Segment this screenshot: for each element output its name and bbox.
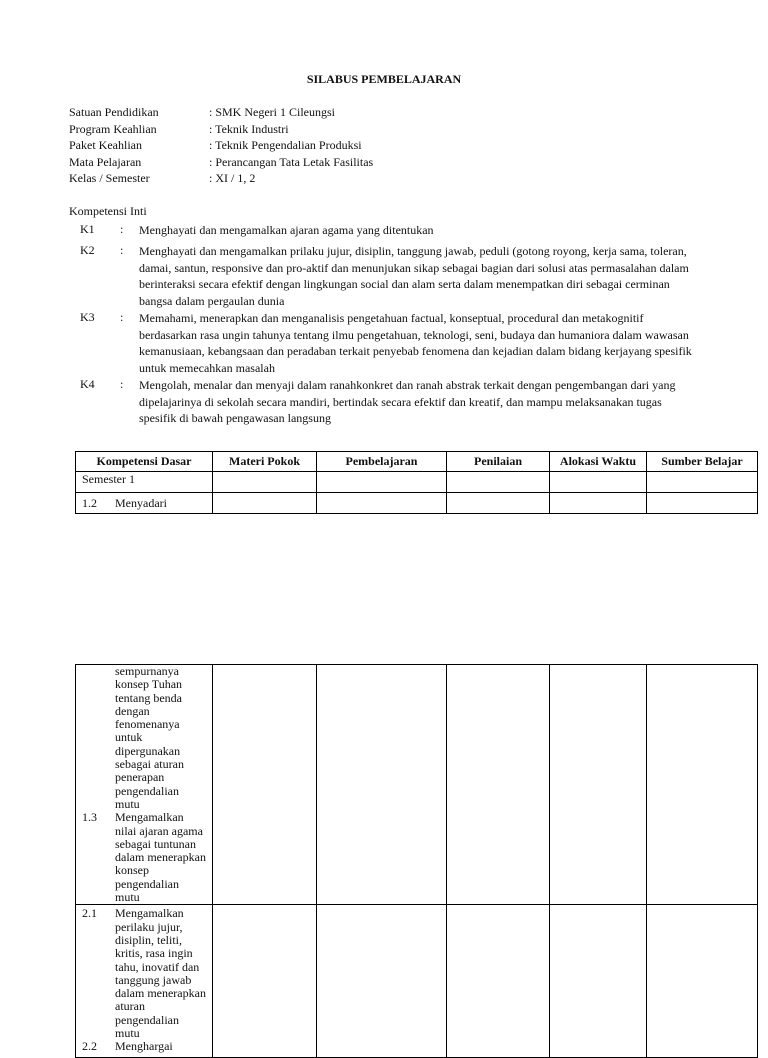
identity-value: : Teknik Pengendalian Produksi: [209, 138, 362, 153]
ki-text: Memahami, menerapkan dan menganalisis pengetahuan factual, konseptual, procedural dan metakognitif berdasarkan rasa ungin tahunya tentang ilmu pengetahuan, teknologi, seni, budaya dan humaniora dalam wawasan kemanusiaan, kebangsaan dan peradaban terkait penyebab fenomena dan kejadian dalam bidang kerjayang spesifik untuk memecahkan masalah: [139, 311, 692, 375]
table-cell: [647, 472, 758, 493]
semester-label: Semester 1: [76, 472, 213, 493]
table-cell: [647, 493, 758, 514]
header-pembelajaran: Pembelajaran: [317, 452, 447, 472]
table-cell: [213, 665, 317, 905]
table-cell: [317, 493, 447, 514]
identity-label: Paket Keahlian: [69, 138, 142, 153]
kd-cell: [76, 665, 213, 905]
table-cell: [317, 665, 447, 905]
table-cell: [550, 665, 647, 905]
ki-separator: :: [120, 222, 124, 236]
identity-value: : Perancangan Tata Letak Fasilitas: [209, 154, 374, 169]
ki-code: K4: [80, 377, 95, 391]
header-sumber-belajar: Sumber Belajar: [647, 452, 758, 472]
identity-label: Mata Pelajaran: [69, 154, 142, 169]
kd-text: Menyadari: [115, 496, 167, 510]
ki-text: Menghayati dan mengamalkan prilaku jujur, disiplin, tanggung jawab, peduli (gotong royong, kerja sama, toleran, damai, santun, responsive dan pro-aktif dan menunjukan sikap sebagai bagian dari solusi atas permasalahan dalam berinteraksi secara efektif dengan lingkungan social dan alam serta dalam menempatkan diri sebagai cerminan bangsa dalam pergaulan dunia: [139, 244, 689, 308]
kd-item: [82, 493, 206, 513]
ki-separator: :: [120, 243, 124, 257]
header-alokasi-waktu: Alokasi Waktu: [550, 452, 647, 472]
table-row: [76, 472, 758, 493]
table-cell: [447, 493, 550, 514]
header-kompetensi-dasar: Kompetensi Dasar: [76, 452, 213, 472]
kd-text: sempurnanya konsep Tuhan tentang benda dengan fenomenanya untuk dipergunakan sebagai aturan penerapan pengendalian mutu: [115, 664, 184, 811]
ki-item-k4: [80, 377, 695, 427]
kd-text: Mengamalkan perilaku jujur, disiplin, teliti, kritis, rasa ingin tahu, inovatif dan tanggung jawab dalam menerapkan aturan pengendalian mutu: [115, 906, 206, 1041]
kd-text: Mengamalkan nilai ajaran agama sebagai tuntunan dalam menerapkan konsep pengendalian mutu: [115, 810, 206, 905]
table-cell: [213, 493, 317, 514]
kd-text: Menghargai: [115, 1039, 173, 1054]
table-cell: [213, 472, 317, 493]
kd-number: 1.2: [82, 496, 97, 510]
silabus-table: [75, 451, 758, 514]
identity-block: [69, 105, 373, 188]
kd-item: [82, 1040, 206, 1053]
kd-item: [82, 907, 206, 1040]
kd-number: [82, 665, 115, 811]
ki-code: K3: [80, 310, 95, 324]
table-cell: [317, 472, 447, 493]
identity-row-mapel: [69, 155, 373, 172]
table-cell: [317, 905, 447, 1058]
ki-item-k1: [80, 222, 695, 239]
identity-label: Kelas / Semester: [69, 171, 150, 186]
ki-code: K2: [80, 243, 95, 257]
ki-separator: :: [120, 310, 124, 324]
identity-label: Program Keahlian: [69, 121, 157, 136]
kd-number: 2.1: [82, 906, 97, 921]
ki-item-k2: [80, 243, 695, 309]
table-row: [76, 665, 758, 905]
table-cell: [447, 905, 550, 1058]
table-cell: [447, 472, 550, 493]
header-materi-pokok: Materi Pokok: [213, 452, 317, 472]
table-cell: [213, 905, 317, 1058]
table-cell: [647, 905, 758, 1058]
kd-cell: [76, 905, 213, 1058]
identity-row-paket: [69, 138, 373, 155]
document-title: SILABUS PEMBELAJARAN: [306, 72, 462, 86]
table-cell: [647, 665, 758, 905]
kd-number: 1.3: [82, 810, 97, 825]
kd-cell: [76, 493, 213, 514]
silabus-table-continued: [75, 664, 758, 1058]
table-cell: [550, 472, 647, 493]
ki-text: Mengolah, menalar dan menyaji dalam ranahkonkret dan ranah abstrak terkait dengan pengembangan dari yang dipelajarinya di sekolah secara mandiri, bertindak secara efektif dan kreatif, dan mampu melaksanakan tugas spesifik di bawah pengawasan langsung: [139, 378, 676, 425]
ki-text: Menghayati dan mengamalkan ajaran agama yang ditentukan: [139, 223, 434, 237]
ki-code: K1: [80, 222, 95, 236]
table-cell: [550, 905, 647, 1058]
identity-row-satuan: [69, 105, 373, 122]
header-penilaian: Penilaian: [447, 452, 550, 472]
table-row: [76, 493, 758, 514]
kompetensi-inti-heading: Kompetensi Inti: [69, 204, 147, 218]
kd-item-continued: [82, 665, 206, 811]
kd-item: [82, 811, 206, 904]
table-cell: [550, 493, 647, 514]
identity-row-program: [69, 122, 373, 139]
identity-row-kelas: [69, 171, 373, 188]
identity-label: Satuan Pendidikan: [69, 105, 159, 119]
kd-number: 2.2: [82, 1039, 97, 1054]
identity-value: : SMK Negeri 1 Cileungsi: [209, 105, 335, 119]
ki-separator: :: [120, 377, 124, 391]
table-header-row: [76, 452, 758, 472]
table-row: [76, 905, 758, 1058]
identity-value: : XI / 1, 2: [209, 171, 256, 186]
identity-value: : Teknik Industri: [209, 121, 289, 136]
ki-item-k3: [80, 310, 695, 376]
table-cell: [447, 665, 550, 905]
